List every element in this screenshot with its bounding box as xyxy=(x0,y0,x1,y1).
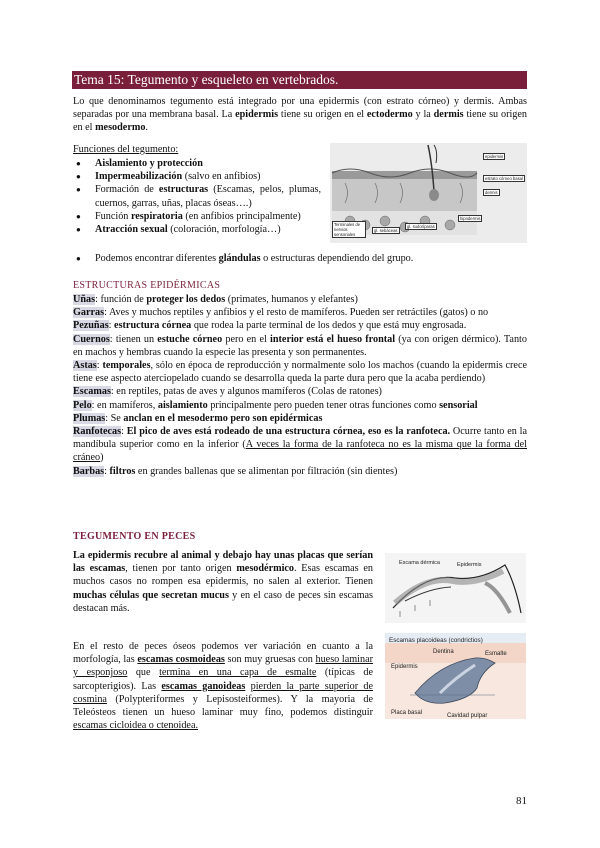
entry-text: : xyxy=(108,320,115,332)
entry-pelo xyxy=(73,399,527,412)
placoid-title: Escamas placoideas (condrictios) xyxy=(389,637,483,644)
entry-bold: proteger los dedos xyxy=(146,294,226,305)
intro-text: y la xyxy=(412,109,434,121)
item-bold: estructuras xyxy=(158,184,209,196)
intro-text: tiene su origen en el xyxy=(278,109,367,121)
intro-text: Lo que denominamos tegumento está integrado por una epidermis (con estrato córneo) y dermis. Ambas separadas por una membrana basal. La xyxy=(73,96,527,121)
fish-text: (típicas de sarcopterigios). Las xyxy=(73,667,373,692)
item-bold: Atracción sexual xyxy=(95,224,168,236)
entry-bold: filtros xyxy=(109,465,136,477)
term-label: Uñas xyxy=(73,294,96,305)
fish-paragraph-2 xyxy=(73,640,373,732)
list-item xyxy=(73,170,321,183)
placoid-scale-diagram xyxy=(385,633,526,719)
item-text: (Escamas, pelos, plumas, cuernos, garras, uñas, placas óseas….) xyxy=(95,184,321,209)
label-placa-basal: Placa basal xyxy=(391,710,423,716)
entry-bold: temporales xyxy=(102,360,151,372)
item-text: Podemos encontrar diferentes xyxy=(95,253,219,264)
entry-text: : tienen un xyxy=(109,333,158,345)
entry-text: Ocurre tanto en la mandíbula superior como en la inferior ( xyxy=(73,426,527,451)
item-text: Función xyxy=(95,210,131,222)
label-sebaceas: gl. sebáceas xyxy=(374,228,398,233)
item-text: (en anfibios principalmente) xyxy=(182,210,301,222)
entry-bold: interior está el hueso frontal xyxy=(270,333,396,345)
fish-bold: escamas cosmoideas xyxy=(137,654,225,666)
entry-bold: estructura córnea xyxy=(114,320,192,332)
fish-text: y en el caso de peces sin escamas destacan más. xyxy=(73,589,373,614)
item-bold: glándulas xyxy=(218,253,261,264)
fish-bold: La epidermis recubre al animal y debajo hay unas placas que serían las escamas xyxy=(73,550,373,575)
entry-garras xyxy=(73,306,527,319)
fish-text: que xyxy=(127,667,160,679)
intro-text: tiene su origen en el xyxy=(73,109,527,134)
entry-text: en grandes ballenas que se alimentan por filtración (sin dientes) xyxy=(135,465,398,477)
label-dentina: Dentina xyxy=(433,649,454,655)
term-epidermis: epidermis xyxy=(235,109,279,121)
entry-bold: estuche córneo xyxy=(157,333,223,345)
entry-text: pero en el xyxy=(222,333,271,345)
entry-text: : Aves y muchos reptiles y anfibios y el resto de mamíferos. Pueden ser retráctiles (gatos) o no xyxy=(104,307,489,319)
label-epidermis: epidermis xyxy=(485,154,504,159)
fish-underlined: termina en una capa de esmalte xyxy=(159,667,317,679)
fish-text: En el resto de peces óseos podemos ver variación en cuanto a la morfología, las xyxy=(73,641,373,666)
list-item xyxy=(73,183,321,209)
page-title: Tema 15: Tegumento y esqueleto en vertebrados. xyxy=(72,71,527,89)
fish-underlined: escamas cicloidea o ctenoidea. xyxy=(73,720,199,732)
list-item xyxy=(73,157,321,170)
list-item xyxy=(73,210,321,223)
fish-underlined: pierden la parte superior de cosmina xyxy=(73,680,374,705)
entry-escamas xyxy=(73,385,527,398)
item-bold: Aislamiento y protección xyxy=(95,158,203,169)
label-hipodermis: hipodermis xyxy=(460,216,481,221)
section-heading-peces: TEGUMENTO EN PECES xyxy=(73,531,196,542)
fish-text: son muy gruesas con xyxy=(224,654,316,666)
term-mesodermo: mesodermo xyxy=(95,122,146,134)
item-bold: Impermeabilización xyxy=(95,171,183,183)
entry-text: principalmente pero pueden tener otras funciones como xyxy=(207,399,440,411)
term-label: Ranfotecas xyxy=(73,426,122,438)
item-text: (coloración, morfología…) xyxy=(167,224,281,236)
fish-bold: muchas células que secretan mucus xyxy=(73,589,229,601)
entry-text: que rodea la parte terminal de los dedos y que está muy engrosada. xyxy=(191,320,467,332)
functions-list xyxy=(73,157,321,236)
entry-bold: El pico de aves está rodeado de una estructura córnea, eso es la ranfoteca. xyxy=(126,426,451,438)
entry-ranfotecas xyxy=(73,425,527,465)
glands-list xyxy=(73,252,527,265)
skin-diagram xyxy=(330,143,527,243)
term-label: Plumas xyxy=(73,412,106,424)
term-ectodermo: ectodermo xyxy=(366,109,413,121)
item-text: (salvo en anfibios) xyxy=(182,171,261,183)
fish-text: . Esas escamas en muchos casos no rompen esa epidermis, no salen al exterior. Tienen xyxy=(73,563,373,588)
item-text: Formación de xyxy=(95,184,159,196)
label-dermis: dermis xyxy=(485,190,498,195)
term-label: Pezuñas xyxy=(73,320,109,332)
label-esmalte: Esmalte xyxy=(485,651,507,657)
entry-bold: sensorial xyxy=(439,399,478,411)
fish-scale-diagram xyxy=(385,553,526,623)
entry-pezunas xyxy=(73,319,527,332)
term-label: Escamas xyxy=(73,386,111,398)
entry-plumas xyxy=(73,412,527,425)
term-label: Cuernos xyxy=(73,333,110,345)
item-bold: respiratoria xyxy=(130,210,183,222)
intro-text: . xyxy=(145,122,148,134)
entry-astas xyxy=(73,359,527,385)
entry-text: (ya con origen dérmico). Tanto en machos y hembras cuando la especie las presenta y son permanentes. xyxy=(73,333,527,358)
entry-text: , sólo en época de reproducción y normalmente solo los machos (cuando la epidermis crece tiene ese aspecto aterciopelado cuando se desarrolla queda la parte dura pero que la acaba perdiendo) xyxy=(73,360,527,385)
page-number: 81 xyxy=(516,795,527,807)
label-epidermis-placoid: Epidermis xyxy=(391,664,418,670)
entry-text: ) xyxy=(100,452,104,464)
term-label: Astas xyxy=(73,360,97,372)
entry-bold: aislamiento xyxy=(157,399,208,411)
entry-text: : Se xyxy=(105,412,124,424)
label-epidermis-fish: Epidermis xyxy=(457,562,482,568)
entry-cuernos xyxy=(73,333,527,359)
label-sudoriparas: gl. sudoríparas xyxy=(407,224,435,229)
term-label: Pelo xyxy=(73,399,92,411)
label-estrato: estrato córneo basal xyxy=(485,176,523,181)
fish-text: (Polypteriformes y Lepisosteiformes). Y la mayoria de Teleósteos tienen un hueso laminar muy fino, podemos distinguir xyxy=(73,693,373,719)
entry-bold: anclan en el mesodermo pero son epidérmicas xyxy=(123,412,323,424)
section-heading-epidermicas: ESTRUCTURAS EPIDÉRMICAS xyxy=(73,280,221,291)
entry-text: : xyxy=(104,465,110,477)
entry-text: : en reptiles, patas de aves y algunos mamíferos (Colas de ratones) xyxy=(110,386,382,398)
entry-barbas xyxy=(73,465,527,478)
term-label: Barbas xyxy=(73,465,105,477)
entry-unas xyxy=(73,293,527,306)
term-dermis: dermis xyxy=(433,109,464,121)
item-text: o estructuras dependiendo del grupo. xyxy=(260,253,414,264)
entry-text: : xyxy=(121,426,127,438)
label-nervios: Terminales de nervios sensoriales xyxy=(332,221,366,238)
fish-text: , tienen por tanto origen xyxy=(125,563,237,575)
label-cavidad-pulpar: Cavidad pulpar xyxy=(447,713,488,719)
entry-underlined: A veces la forma de la ranfoteca no es la misma que la forma del cráneo xyxy=(73,439,527,464)
entry-text: : en mamíferos, xyxy=(91,399,158,411)
epidermal-structures xyxy=(73,293,527,478)
entry-text: : función de xyxy=(95,294,147,305)
fish-bold: escamas ganoideas xyxy=(161,680,246,692)
list-item xyxy=(73,252,527,265)
entry-text: : xyxy=(96,360,103,372)
fish-bold: mesodérmico xyxy=(236,563,295,575)
functions-heading: Funciones del tegumento: xyxy=(73,144,179,155)
intro-paragraph xyxy=(73,95,527,135)
label-escama-dermica: Escama dérmica xyxy=(399,560,440,566)
entry-text: (primates, humanos y elefantes) xyxy=(225,294,358,305)
list-item xyxy=(73,223,321,236)
term-label: Garras xyxy=(73,307,105,319)
fish-paragraph-1 xyxy=(73,549,373,615)
fish-underlined: hueso laminar y esponjoso xyxy=(73,654,373,679)
